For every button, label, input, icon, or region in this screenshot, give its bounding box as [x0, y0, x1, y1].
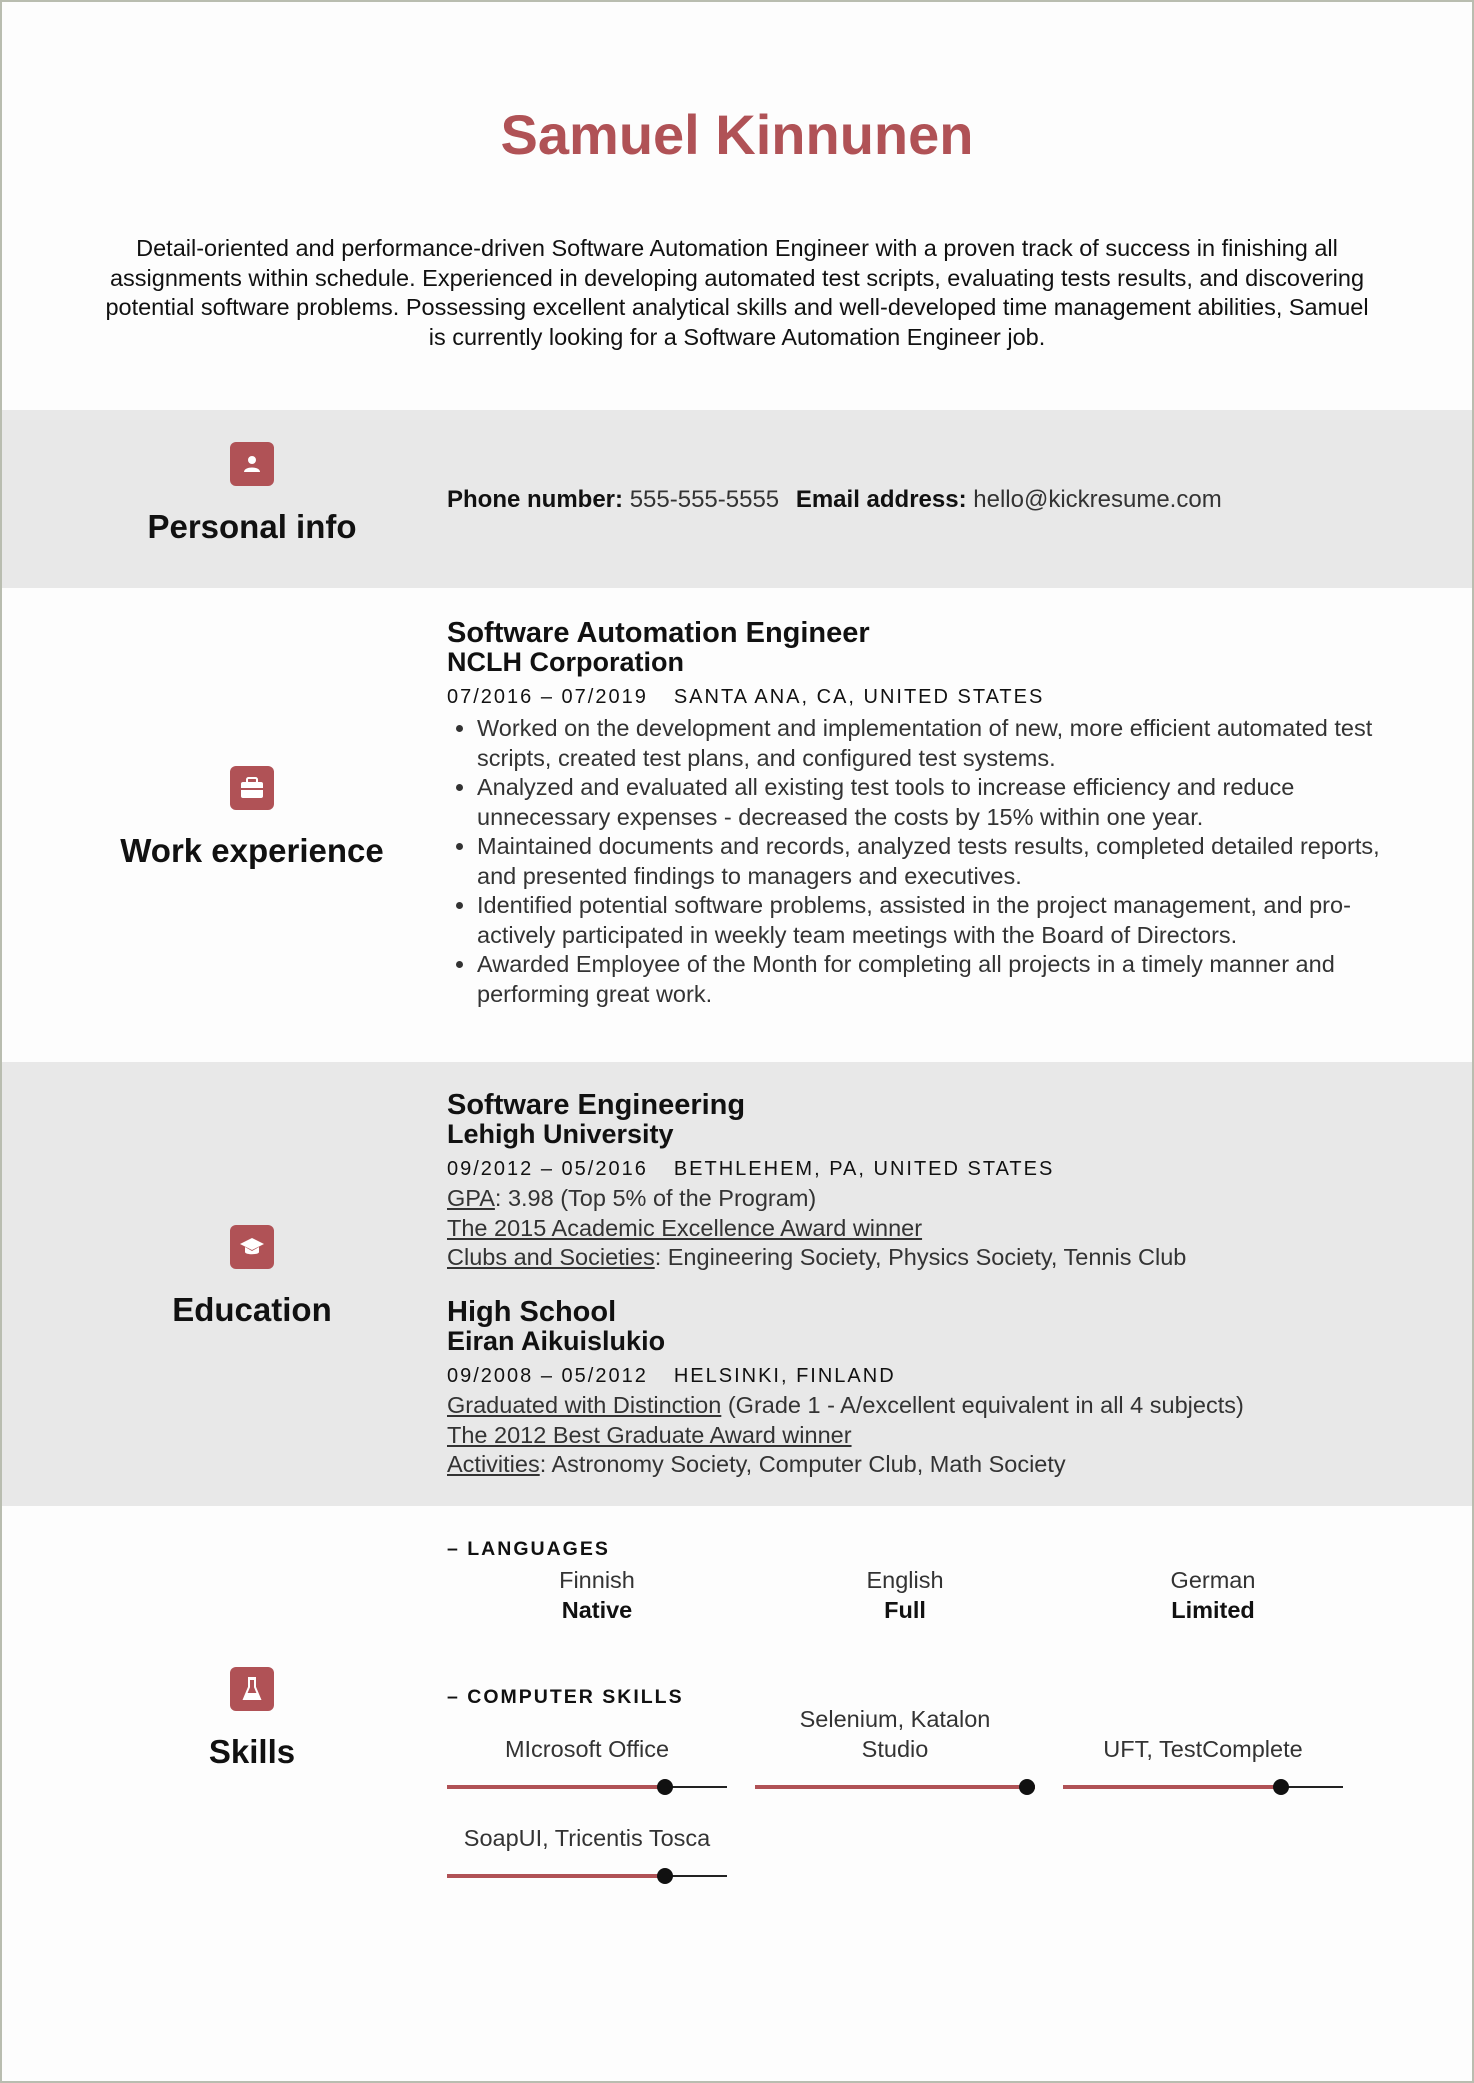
education-location: HELSINKI, FINLAND — [673, 1365, 896, 1387]
section-title: Skills — [208, 1733, 296, 1770]
person-icon — [230, 442, 274, 486]
skill-fill — [447, 1874, 665, 1878]
skill-level-handle — [1019, 1779, 1035, 1795]
personal-info-header — [2, 442, 502, 546]
flask-icon — [230, 1667, 274, 1711]
job-bullets — [447, 714, 1397, 1009]
personal-info-section — [2, 410, 1472, 588]
list-item: • Awarded Employee of the Month for completing all projects in a timely manner and performing great work. — [477, 950, 1397, 1009]
degree-title: High School — [447, 1296, 617, 1328]
languages-block — [447, 1538, 1397, 1629]
work-experience-section — [2, 588, 1472, 1062]
list-item: • Analyzed and evaluated all existing test tools to increase efficiency and reduce unnecessary expenses - decreased the costs by 15% within one year. — [477, 773, 1397, 832]
skill-fill — [755, 1785, 1035, 1789]
skill-name: Selenium, Katalon Studio — [799, 1706, 991, 1762]
email-value[interactable]: hello@kickresume.com — [973, 486, 1222, 513]
education-detail: Clubs and Societies: Engineering Society, Physics Society, Tennis Club — [447, 1244, 1187, 1270]
skills-header — [2, 1667, 502, 1771]
education-entry — [447, 1090, 1397, 1273]
list-item: • Maintained documents and records, analyzed tests results, completed detailed reports, and presented findings to managers and executives. — [477, 832, 1397, 891]
list-item: • Worked on the development and implementation of new, more efficient automated test scripts, created test plans, and configured test systems. — [477, 714, 1397, 773]
contact-line — [447, 486, 1397, 514]
language-item: German Limited — [1170, 1567, 1256, 1623]
language-item: Finnish Native — [559, 1567, 635, 1623]
languages-heading: – LANGUAGES — [447, 1538, 610, 1560]
skill-level-handle — [1273, 1779, 1289, 1795]
section-title: Work experience — [120, 832, 384, 869]
education-header — [2, 1225, 502, 1329]
education-detail: GPA: 3.98 (Top 5% of the Program) — [447, 1185, 817, 1211]
job-title: Software Automation Engineer — [447, 617, 870, 649]
education-dates: 09/2008 – 05/2012 — [447, 1365, 648, 1387]
job-location: SANTA ANA, CA, UNITED STATES — [673, 686, 1045, 708]
skill-name: SoapUI, Tricentis Tosca — [463, 1825, 711, 1851]
skill-name: MIcrosoft Office — [504, 1736, 670, 1762]
education-location: BETHLEHEM, PA, UNITED STATES — [673, 1158, 1055, 1180]
education-detail: The 2015 Academic Excellence Award winner — [447, 1214, 923, 1241]
education-meta — [447, 1363, 1397, 1389]
degree-title: Software Engineering — [447, 1089, 746, 1121]
section-title: Personal info — [147, 508, 357, 545]
skill-name: UFT, TestComplete — [1103, 1736, 1303, 1762]
education-detail: Activities: Astronomy Society, Computer Club, Math Society — [447, 1451, 1066, 1477]
education-meta — [447, 1156, 1397, 1182]
job-company: NCLH Corporation — [447, 647, 684, 677]
summary-text: Detail-oriented and performance-driven Software Automation Engineer with a proven track of success in finishing all assignments within schedule. Experienced in developing automated test scripts, evaluating tests results, and discovering potential software problems. Possessing excellent analytical skills and well-developed time management abilities, Samuel is currently looking for a Software Automation Engineer job. — [105, 235, 1369, 350]
phone-label: Phone number: — [447, 486, 624, 513]
education-section — [2, 1062, 1472, 1506]
education-entry — [447, 1297, 1397, 1480]
email-label: Email address: — [795, 486, 967, 513]
skills-section — [2, 1506, 1472, 2081]
language-item: English Full — [866, 1567, 944, 1623]
school-name: Lehigh University — [447, 1119, 674, 1149]
education-dates: 09/2012 – 05/2016 — [447, 1158, 648, 1180]
graduation-cap-icon — [230, 1225, 274, 1269]
education-detail: Graduated with Distinction (Grade 1 - A/excellent equivalent in all 4 subjects) — [447, 1392, 1244, 1418]
school-name: Eiran Aikuislukio — [447, 1326, 666, 1356]
languages-row — [447, 1565, 1397, 1629]
job-meta — [447, 684, 1397, 710]
computer-skills-heading: – COMPUTER SKILLS — [447, 1686, 684, 1708]
briefcase-icon — [230, 766, 274, 810]
work-experience-header — [2, 766, 502, 870]
skill-fill — [1063, 1785, 1281, 1789]
skill-fill — [447, 1785, 665, 1789]
job-dates: 07/2016 – 07/2019 — [447, 686, 648, 708]
education-detail: The 2012 Best Graduate Award winner — [447, 1421, 852, 1448]
section-title: Education — [172, 1291, 332, 1328]
resume-name: Samuel Kinnunen — [500, 103, 974, 166]
job-entry — [447, 618, 1397, 1009]
skill-level-handle — [657, 1868, 673, 1884]
list-item: • Identified potential software problems, assisted in the project management, and pro-actively participated in weekly team meetings with the Board of Directors. — [477, 891, 1397, 950]
skill-level-handle — [657, 1779, 673, 1795]
phone-value: 555-555-5555 — [629, 486, 780, 513]
